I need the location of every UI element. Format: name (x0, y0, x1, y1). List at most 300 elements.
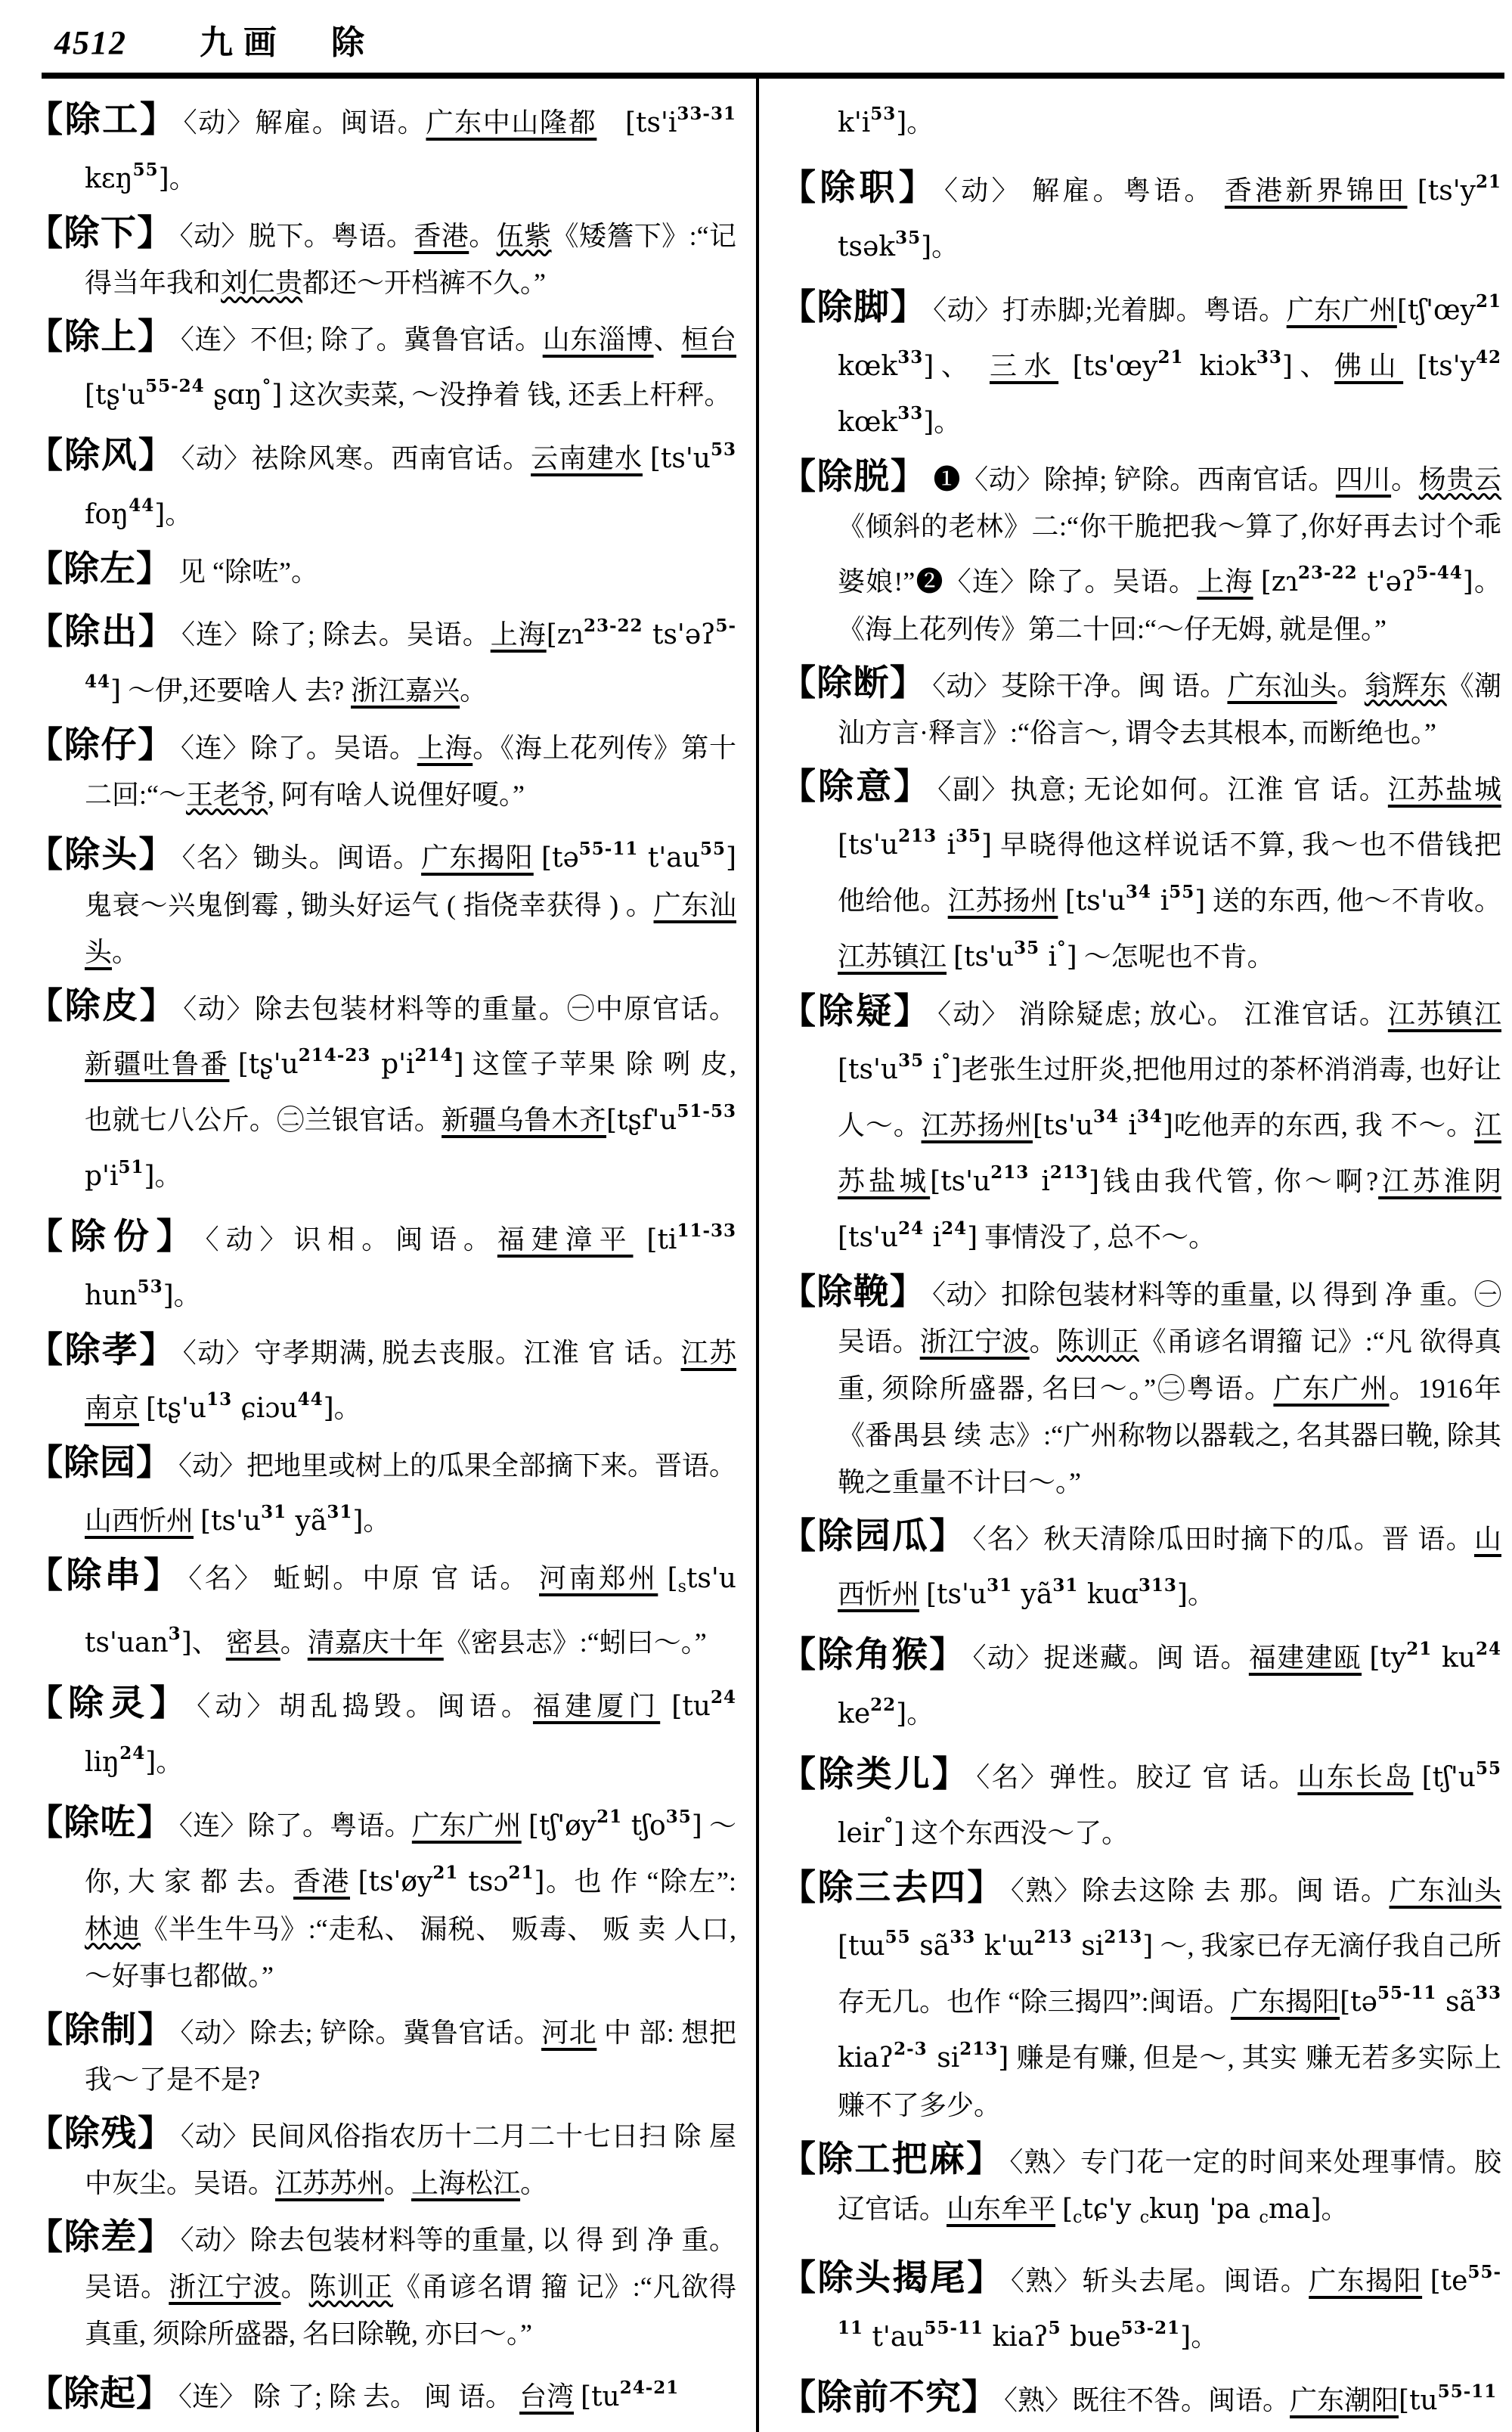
phonetic: tʃo (622, 1810, 666, 1841)
body-text: 事情没了, 总不～。 (978, 1222, 1216, 1252)
phonetic: ɕiɔu (232, 1393, 298, 1424)
place-name: 山东长岛 (1297, 1762, 1414, 1792)
tone-superscript: ° (941, 1050, 951, 1071)
body-text: 。 (112, 937, 140, 967)
body-text: 。 (280, 2272, 309, 2302)
place-name: 广东广州 (411, 1810, 522, 1841)
place-name: 广东揭阳 (1309, 2266, 1423, 2296)
headword: 【除疑】 (780, 992, 932, 1031)
place-name: 广东汕头 (85, 890, 736, 967)
tone-superscript: 35 (898, 1050, 925, 1071)
body-text (1058, 351, 1073, 381)
tone-superscript: 214-23 (298, 1045, 371, 1066)
phonetic: sã (1436, 1987, 1476, 2018)
tone-superscript: 31 (327, 1502, 353, 1522)
phonetic: ] (1142, 1931, 1154, 1962)
body-text: 老张生过肝炎,把他用过的茶杯消消毒, 也好让人～。 (838, 1054, 1501, 1140)
phonetic: [ts'u (926, 1579, 987, 1610)
phonetic: [tʃ'øy (528, 1810, 597, 1841)
phonetic: [tʃ'œy (1396, 295, 1476, 326)
place-name: 福建漳平 (497, 1224, 634, 1255)
phonetic: ] (323, 1393, 334, 1424)
body-text: 〈连〉除了。粤语。 (178, 1810, 412, 1841)
body-text: 。 (363, 1506, 391, 1536)
phonetic: ] (725, 842, 737, 873)
tone-superscript: 55-11 (1377, 1983, 1437, 2003)
phonetic: ] (967, 1222, 978, 1253)
tone-superscript: 44 (297, 1389, 324, 1410)
phonetic: liŋ (85, 1747, 120, 1778)
body-text (534, 842, 541, 873)
place-name: 浙江宁波 (919, 1326, 1030, 1357)
body-text: 。 (1191, 2322, 1219, 2352)
body-text: 。 (169, 163, 197, 194)
phonetic: [ts'u (1064, 886, 1126, 917)
tone-superscript: 11-33 (677, 1221, 736, 1241)
phonetic: [ts'u (838, 1222, 899, 1253)
tone-superscript: 21 (596, 1807, 623, 1827)
body-text: 〈动〉脱下。粤语。 (179, 221, 414, 251)
body-text (1253, 566, 1261, 597)
phonetic: [ts'u (1032, 1110, 1094, 1141)
phonetic: tsək (838, 231, 896, 262)
entry (27, 1794, 736, 1999)
tone-superscript: 21 (508, 1863, 534, 1883)
phonetic: si (1072, 1931, 1105, 1962)
place-name: 广东汕头 (1227, 671, 1337, 701)
phonetic: ] (1088, 1166, 1099, 1197)
body-text: 。也 作 “除左”: (544, 1866, 736, 1897)
body-text: 赚是有赚, 但是～, 其实 赚无若多实际上赚不了多少。 (838, 2043, 1501, 2120)
body-text (658, 1563, 667, 1593)
tone-superscript: 21 (1475, 291, 1501, 312)
phonetic: i (1119, 1110, 1137, 1141)
body-text: 吃他弄的东西, 我 不～。 (1173, 1110, 1474, 1140)
phonetic: ] (1281, 351, 1293, 382)
phonetic: t'au (638, 842, 700, 873)
place-name: 清嘉庆十年 (307, 1627, 444, 1658)
place-name: 山东牟平 (947, 2194, 1056, 2224)
body-text: ～怎呢也不肯。 (1077, 941, 1275, 972)
entry (27, 722, 736, 818)
body-text (574, 2381, 581, 2412)
place-name: 江苏扬州 (947, 886, 1058, 916)
body-text: 钱由我代管, 你～啊? (1098, 1166, 1379, 1196)
phonetic: ku (1432, 1643, 1476, 1674)
tone-superscript: 2-3 (894, 2039, 928, 2059)
phonetic: kɛŋ (85, 163, 133, 194)
body-text: 。 (906, 1698, 934, 1729)
place-name: 广东揭阳 (421, 842, 534, 873)
phonetic: [ts'u (200, 1506, 262, 1537)
entry-continuation (780, 91, 1501, 147)
body-text: 鬼衰～兴鬼倒霉 , 锄头好运气 ( 指侥幸获得 ) 。 (85, 890, 654, 920)
place-name: 福建建瓯 (1248, 1643, 1362, 1673)
entry (27, 314, 736, 419)
body-text: 《甬谚名谓籀 记》:“凡 欲得真重, 须除所盛器, 名曰～。”㊁粤语。 (838, 1326, 1501, 1404)
place-name: 江苏南京 (85, 1338, 736, 1423)
tone-superscript: 24-21 (619, 2378, 680, 2398)
phonetic: ] (894, 1818, 905, 1849)
phonetic: t'əʔ (1357, 566, 1417, 597)
phonetic: i (924, 1222, 942, 1253)
phonetic: ke (838, 1698, 871, 1729)
headword: 【除断】 (780, 664, 927, 703)
person-name: 刘仁贵 (221, 268, 303, 298)
phonetic: si (927, 2043, 960, 2074)
tone-superscript: 34 (1093, 1106, 1120, 1127)
place-name: 上海 (1197, 566, 1253, 597)
tone-superscript: 55-11 (578, 839, 639, 859)
section-title: 九画 除 (200, 24, 375, 61)
body-text: 。 (384, 2168, 412, 2198)
body-text: 。 (173, 1280, 201, 1311)
entry (27, 546, 736, 595)
place-name: 江苏扬州 (921, 1110, 1033, 1140)
body-text: 这个东西没～了。 (904, 1818, 1129, 1848)
tone-superscript: 55 (885, 1927, 911, 1947)
person-name: 林迪 (85, 1914, 141, 1944)
body-text: 〈动〉解雇。闽语。 (183, 107, 426, 138)
body-text (643, 443, 650, 473)
place-name: 香港 (293, 1866, 350, 1897)
phonetic: [tʂf'u (606, 1105, 677, 1136)
tone-superscript: 5-44 (85, 616, 736, 692)
body-text: ～伊,还要啥人 去? (121, 675, 352, 706)
tone-superscript: 55-11 (838, 2262, 1501, 2338)
tone-superscript: 23-22 (1298, 563, 1358, 583)
phonetic: bue (1061, 2322, 1121, 2353)
entry (780, 1269, 1501, 1506)
tone-superscript: 24 (898, 1218, 925, 1239)
tone-superscript: 35 (895, 228, 922, 248)
body-text: 〈名〉弹性。胶辽 官 话。 (976, 1762, 1298, 1792)
tone-superscript: 21 (432, 1863, 459, 1883)
phonetic: sã (910, 1931, 950, 1962)
tone-superscript: 31 (1052, 1575, 1079, 1596)
entry (27, 1440, 736, 1545)
phonetic: kiɔk (1183, 351, 1256, 382)
headword: 【除脚】 (780, 288, 928, 327)
place-name: 上海松江 (411, 2168, 521, 2198)
phonetic: kuɑ (1078, 1579, 1139, 1610)
phonetic: ma] (1268, 2194, 1321, 2225)
place-name: 河南郑州 (539, 1563, 658, 1593)
body-text (596, 107, 625, 138)
tone-superscript: 5-44 (1416, 563, 1463, 583)
place-name: 广东中山隆都 (426, 107, 597, 138)
place-name: 香港新界锦田 (1224, 175, 1408, 206)
place-name: 广东揭阳 (1230, 1987, 1340, 2017)
tone-superscript: 313 (1138, 1575, 1177, 1596)
place-name: 江苏镇江 (838, 941, 947, 972)
phonetic: ] (453, 1049, 464, 1080)
body-text: 〈连〉不但; 除了。冀鲁官话。 (180, 324, 543, 355)
body-text: 、 (934, 351, 990, 381)
place-name: 山西忻州 (838, 1524, 1501, 1609)
person-name: 陈训正 (308, 2272, 393, 2302)
entry (780, 2136, 1501, 2241)
body-text: 都还～开档裤不久。” (302, 268, 547, 298)
tone-superscript: 13 (206, 1389, 233, 1410)
phonetic: kiaʔ (838, 2043, 894, 2074)
phonetic: ] (534, 1866, 545, 1897)
headword: 【除咗】 (27, 1804, 173, 1843)
entry (27, 210, 736, 306)
phonetic: ] (110, 675, 122, 706)
entry (780, 764, 1501, 981)
phonetic: foŋ (85, 499, 129, 530)
entry (27, 1674, 736, 1786)
tone-superscript: 51-53 (677, 1101, 736, 1121)
place-name: 台湾 (519, 2381, 575, 2412)
body-text: 。 (1321, 2194, 1349, 2224)
tone-superscript: 33 (950, 1927, 976, 1947)
tone-superscript: 214 (414, 1045, 454, 1066)
tone-superscript: 53 (710, 439, 736, 460)
phonetic: [ts'i (625, 107, 677, 138)
entry (27, 983, 736, 1200)
tone-superscript: 21 (1406, 1639, 1433, 1659)
entry (27, 427, 736, 538)
phonetic: [ts'œy (1072, 351, 1158, 382)
phonetic: ] (921, 231, 932, 262)
entry (780, 159, 1501, 271)
entry (27, 1327, 736, 1432)
headword: 【除鞔】 (780, 1273, 927, 1312)
body-text: 〈动〉打赤脚;光着脚。粤语。 (933, 295, 1287, 325)
body-text: 〈连〉除了。吴语。 (181, 733, 417, 763)
entry (780, 1865, 1501, 2129)
body-text (229, 1049, 237, 1079)
phonetic: tɕ'y (1082, 2194, 1140, 2225)
tone-superscript: 33 (897, 403, 924, 423)
body-text: 〈连〉除了; 除去。吴语。 (181, 619, 491, 650)
phonetic: p'i (85, 1161, 119, 1192)
body-text (1362, 1643, 1369, 1673)
tone-superscript: ° (1057, 938, 1067, 958)
body-text (919, 1579, 926, 1609)
tone-superscript: 213 (959, 2039, 999, 2059)
place-name: 广东广州 (1286, 295, 1397, 325)
phonetic: ] (1162, 1110, 1173, 1141)
place-name: 山西忻州 (85, 1506, 194, 1536)
place-name: 福建厦门 (532, 1691, 661, 1721)
phonetic: ] (163, 1280, 174, 1311)
tone-superscript: 24 (1476, 1639, 1502, 1659)
body-text: 、 (191, 1627, 226, 1658)
tone-superscript: 55 (699, 839, 726, 859)
phonetic: [ts'u (953, 941, 1015, 972)
headword: 【除工把麻】 (780, 2140, 1004, 2179)
headword: 【除制】 (27, 2011, 175, 2050)
body-text: 。 (1337, 671, 1365, 701)
entry (27, 826, 736, 976)
entry (780, 454, 1501, 653)
headword: 【除份】 (27, 1218, 200, 1257)
phonetic: ] (1066, 941, 1077, 972)
body-text: 。 (333, 1393, 361, 1423)
place-name: 新疆吐鲁番 (85, 1049, 230, 1079)
tone-superscript: 33-31 (677, 104, 736, 124)
body-text: 〈动〉祛除风寒。西南官话。 (181, 443, 531, 473)
headword: 【除上】 (27, 318, 175, 357)
phonetic: leir (838, 1818, 885, 1849)
entry (27, 603, 736, 715)
body-text: 、 (1292, 351, 1335, 381)
entry (780, 2368, 1501, 2424)
entry (780, 660, 1501, 756)
entry (27, 2007, 736, 2103)
body-text: 〈动〉守孝期满, 脱去丧服。江淮 官 话。 (182, 1338, 681, 1368)
phonetic: [ts'øy (358, 1866, 433, 1897)
headword: 【除灵】 (27, 1684, 191, 1723)
body-text: 〈动〉除去包装材料等的重量, 以 得 到 净 重。吴语。 (85, 2225, 736, 2302)
tone-superscript: 35 (1014, 938, 1040, 958)
headword: 【除园瓜】 (780, 1517, 967, 1556)
phonetic: ] (352, 1506, 364, 1537)
body-text: 《密县志》:“蚓曰～。” (443, 1627, 707, 1658)
headword: 【除头】 (27, 836, 176, 875)
body-text: 〈动〉把地里或树上的瓜果全部摘下来。晋语。 (178, 1450, 737, 1481)
phonetic: [tu (581, 2381, 620, 2412)
body-text: 〈动〉民间风俗指农历十二月二十七日扫 除 屋中灰尘。吴语。 (85, 2121, 736, 2198)
tone-superscript: 55-11 (1437, 2381, 1498, 2402)
phonetic: [tu (671, 1691, 711, 1722)
entry (780, 1513, 1501, 1618)
body-text: 〈名〉锄头。闽语。 (181, 842, 422, 873)
tone-superscript: 35 (665, 1807, 692, 1827)
body-text: 〈名〉秋天清除瓜田时摘下的瓜。晋 语。 (972, 1524, 1474, 1554)
right-column (756, 79, 1512, 2432)
body-text: 〈动〉识相。闽语。 (205, 1224, 497, 1255)
body-text (1058, 886, 1064, 916)
phonetic: i (1029, 1166, 1050, 1197)
page-header (0, 0, 1512, 64)
phonetic: [tʂ'u (146, 1393, 207, 1424)
place-name: 浙江宁波 (169, 2272, 281, 2302)
phonetic: tsɔ (458, 1866, 509, 1897)
entry (27, 2365, 736, 2421)
phonetic: [tə (541, 842, 579, 873)
phonetic: i (1040, 941, 1058, 972)
headword: 【除风】 (27, 436, 175, 476)
entry (780, 278, 1501, 446)
body-text: 〈动〉 消除疑虑; 放心。 江淮官话。 (937, 999, 1388, 1029)
person-name: 翁辉东 (1364, 671, 1447, 701)
person-name: 杨贵云 (1418, 464, 1501, 495)
body-text (139, 1393, 146, 1423)
place-name: 桓台 (681, 324, 736, 355)
body-text: 《半生牛马》:“走私、 漏税、 贩毒、 贩 卖 人口, ～好事乜都做。” (85, 1914, 736, 1991)
phonetic: [ts'y (1417, 175, 1476, 206)
phonetic: ] (1180, 2322, 1191, 2353)
tone-superscript: 21 (1475, 172, 1501, 192)
body-text: 早晓得他这样说话不算, 我～也不借钱把 他给他。 (838, 830, 1501, 916)
tone-superscript: 213 (1049, 1162, 1089, 1183)
tone-superscript: 34 (1136, 1106, 1163, 1127)
body-text: 。 (906, 107, 934, 138)
body-text (1055, 2194, 1062, 2224)
headword: 【除起】 (27, 2375, 172, 2414)
header-rule (42, 73, 1504, 79)
headword: 【除前不究】 (780, 2378, 998, 2418)
place-name: 山东淄博 (542, 324, 654, 355)
phonetic: [ti (646, 1224, 677, 1255)
phonetic: [ (1062, 2194, 1074, 2225)
body-text: 《潮汕方言·释言》:“俗言～, 谓令去其根本, 而断绝也。” (838, 671, 1501, 748)
phonetic: [ts'u (930, 1166, 991, 1197)
phonetic: i (1151, 886, 1170, 917)
person-name: 伍紫 (496, 221, 552, 251)
place-name: 江苏苏州 (275, 2168, 385, 2198)
body-text (1422, 2266, 1430, 2296)
headword: 【除意】 (780, 768, 932, 807)
body-text: 。 (165, 499, 193, 529)
person-name: 王老爷 (185, 780, 268, 810)
phonetic: kuŋ 'pa (1149, 2194, 1259, 2225)
tone-superscript: 24 (710, 1687, 736, 1708)
body-text: 〈动〉捉迷藏。闽 语。 (972, 1643, 1249, 1673)
body-text (633, 1224, 646, 1255)
body-text: 〈熟〉专门花一定的时间来处理事情。胶辽官话。 (838, 2147, 1501, 2224)
body-text: 〈动〉芟除干净。闽 语。 (932, 671, 1228, 701)
headword: 【除仔】 (27, 726, 175, 765)
body-text: 〈熟〉既往不咎。闽语。 (1004, 2385, 1290, 2415)
phonetic: t'au (863, 2322, 925, 2353)
body-text: 〈副〉执意; 无论如何。江淮 官 话。 (937, 774, 1388, 805)
tone-superscript: 5 (1048, 2318, 1061, 2338)
phonetic: [tɯ (838, 1931, 885, 1962)
left-column (0, 79, 756, 2432)
tone-superscript: 34 (1125, 882, 1151, 902)
phonetic: [tə (1340, 1987, 1377, 2018)
headword: 【除角猴】 (780, 1636, 967, 1675)
tone-letter: s (677, 1577, 686, 1596)
body-text: 这筐子苹果 除 咧 皮, 也就七八公斤。㊁兰银官话。 (85, 1049, 736, 1135)
tone-superscript: 23-22 (584, 616, 643, 636)
phonetic: ] (998, 2043, 1009, 2074)
tone-superscript: 55 (1169, 882, 1195, 902)
body-text: 。 (1029, 1326, 1057, 1357)
phonetic: ts'əʔ (643, 619, 716, 650)
phonetic: k'i (838, 107, 871, 138)
phonetic: ts'u ts'uan (85, 1563, 736, 1658)
phonetic: [ (667, 1563, 678, 1594)
entry (27, 91, 736, 203)
columns-wrapper (0, 79, 1512, 2432)
phonetic: ] (1194, 886, 1206, 917)
headword: 【除孝】 (27, 1331, 177, 1370)
body-text: 。 (469, 221, 497, 251)
phonetic: ] (896, 107, 907, 138)
place-name: 江苏盐城 (1387, 774, 1501, 805)
phonetic: yã (287, 1506, 327, 1537)
body-text: 。 (934, 407, 962, 437)
body-text (1403, 351, 1418, 381)
phonetic: ] (923, 407, 934, 438)
tone-superscript: 44 (129, 495, 155, 516)
body-text: 〈熟〉除去这除 去 那。闽 语。 (1010, 1875, 1390, 1906)
page-number: 4512 (54, 24, 127, 61)
place-name: 上海 (490, 619, 547, 650)
headword: 【除出】 (27, 613, 175, 652)
entry (27, 1208, 736, 1320)
phonetic: ] (1176, 1579, 1188, 1610)
tone-superscript: 55-24 (145, 376, 205, 396)
body-text: 。 (1187, 1579, 1215, 1609)
body-text (1407, 175, 1417, 206)
